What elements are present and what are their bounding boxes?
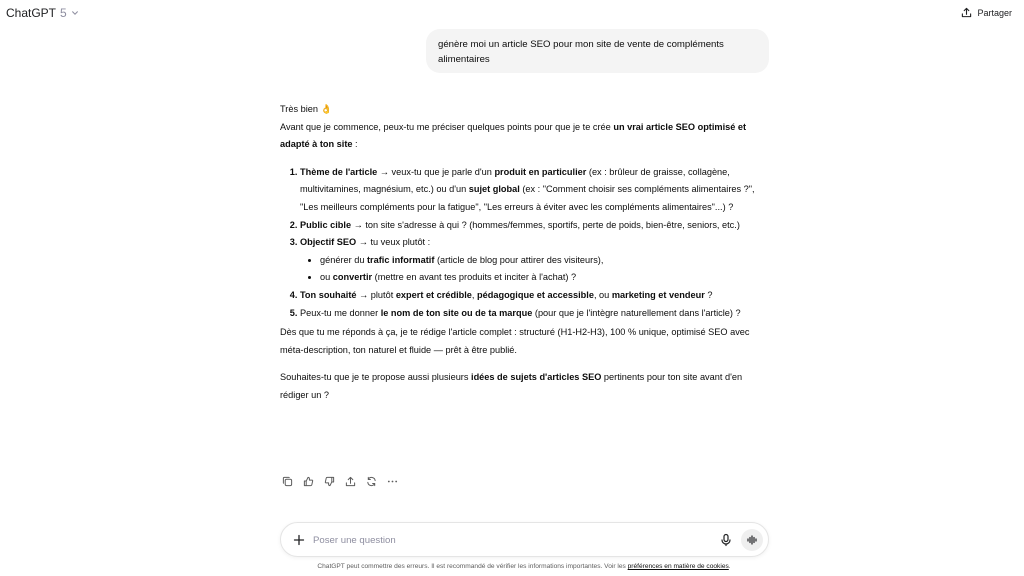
question-bold: idées de sujets d'articles SEO [471,372,602,383]
greeting-text: Très bien [280,104,318,114]
thumbs-up-button[interactable] [300,474,317,488]
item-text: → plutôt [356,289,396,300]
share-icon [345,476,356,487]
list-item [300,287,770,305]
item-text: → ton site s'adresse à qui ? (hommes/femmes, sportifs, perte de poids, bien-être, seniors, etc.) [351,219,740,230]
item-text: Peux-tu me donner [300,307,381,318]
share-label: Partager [977,7,1012,18]
top-bar [0,0,1024,28]
assistant-question [280,369,770,404]
share-button[interactable] [961,7,1012,18]
more-options-button[interactable] [384,474,401,488]
message-actions [279,474,401,488]
sub-text: générer du [320,254,367,265]
ok-hand-emoji: 👌 [320,104,332,114]
item-text: (ex : brûleur de graisse, collagène, multivitamines, magnésium, etc.) ou d'un [300,166,730,195]
list-item [300,305,770,323]
assistant-greeting [280,101,770,119]
item-text: (pour que je l'intègre naturellement dans l'article) ? [532,307,741,318]
question-text: pertinents pour ton site avant d'en rédiger un ? [280,372,743,400]
item-text: → tu veux plutôt : [356,237,431,248]
sub-text: (mettre en avant tes produits et inciter à l'achat) ? [372,272,577,283]
list-item [300,217,770,235]
item-title: Objectif SEO [300,237,357,248]
item-bold: marketing et vendeur [611,289,705,300]
plus-icon [291,532,307,548]
regenerate-icon [366,476,377,487]
regenerate-button[interactable] [363,474,380,488]
model-name: ChatGPT [6,6,57,20]
item-title: Ton souhaité [300,289,357,300]
sub-text: (article de blog pour attirer des visiteurs), [434,254,604,265]
dictate-button[interactable] [718,532,734,548]
question-text: Souhaites-tu que je te propose aussi plusieurs [280,372,472,383]
sub-list [300,252,770,287]
item-text: (ex : "Comment choisir ses compléments alimentaires ?", "Les meilleurs compléments pour la fatigue", "Les erreurs à éviter avec les compléments alimentaires"...) ? [300,184,755,212]
item-text: ? [704,289,713,300]
share-message-button[interactable] [342,474,359,488]
message-composer [280,522,769,557]
assistant-message [280,101,770,405]
voice-mode-button[interactable] [741,529,763,551]
questions-list [280,164,770,322]
sub-list-item [320,269,770,287]
item-bold: pédagogique et accessible [477,289,594,300]
prompt-input[interactable] [313,532,693,548]
model-version: 5 [60,6,67,20]
item-text: , ou [593,289,612,300]
cookie-preferences-link[interactable]: préférences en matière de cookies [627,563,729,570]
model-selector-button[interactable] [6,6,79,20]
user-message-text: génère moi un article SEO pour mon site de vente de compléments alimentaires [438,39,724,65]
item-title: Public cible [300,219,352,230]
item-bold: le nom de ton site ou de ta marque [380,307,533,318]
intro-end: : [352,139,358,150]
disclaimer-end: . [728,563,731,570]
item-bold: produit en particulier [494,166,587,177]
sub-bold: trafic informatif [367,254,435,265]
item-title: Thème de l'article [300,166,378,177]
item-text: → veux-tu que je parle d'un [377,166,495,177]
thumbs-down-button[interactable] [321,474,338,488]
sub-text: ou [320,272,333,283]
disclaimer-text: ChatGPT peut commettre des erreurs. Il est recommandé de vérifier les informations importantes. Voir les [317,563,628,570]
item-bold: sujet global [468,184,520,195]
list-item [300,164,770,217]
list-item [300,234,770,287]
footer-disclaimer [0,563,1024,570]
more-icon [387,476,398,487]
user-message-bubble [426,29,769,73]
assistant-closing: Dès que tu me réponds à ça, je te rédige l'article complet : structuré (H1-H2-H3), 100 % unique, optimisé SEO avec méta-description, ton naturel et fluide — prêt à être publié. [280,327,750,355]
thumbs-up-icon [303,476,314,487]
copy-icon [282,476,293,487]
add-attachment-button[interactable] [291,532,307,548]
sub-bold: convertir [332,272,373,283]
share-icon [961,7,972,18]
voice-mode-icon [746,534,758,546]
copy-button[interactable] [279,474,296,488]
assistant-intro [280,119,770,154]
item-text: , [471,289,478,300]
intro-text: Avant que je commence, peux-tu me préciser quelques points pour que je te crée [280,121,614,132]
thumbs-down-icon [324,476,335,487]
intro-bold: un vrai article SEO optimisé et adapté à ton site [280,121,747,150]
microphone-icon [718,532,734,548]
item-bold: expert et crédible [395,289,472,300]
chevron-down-icon [71,9,79,17]
sub-list-item [320,252,770,270]
